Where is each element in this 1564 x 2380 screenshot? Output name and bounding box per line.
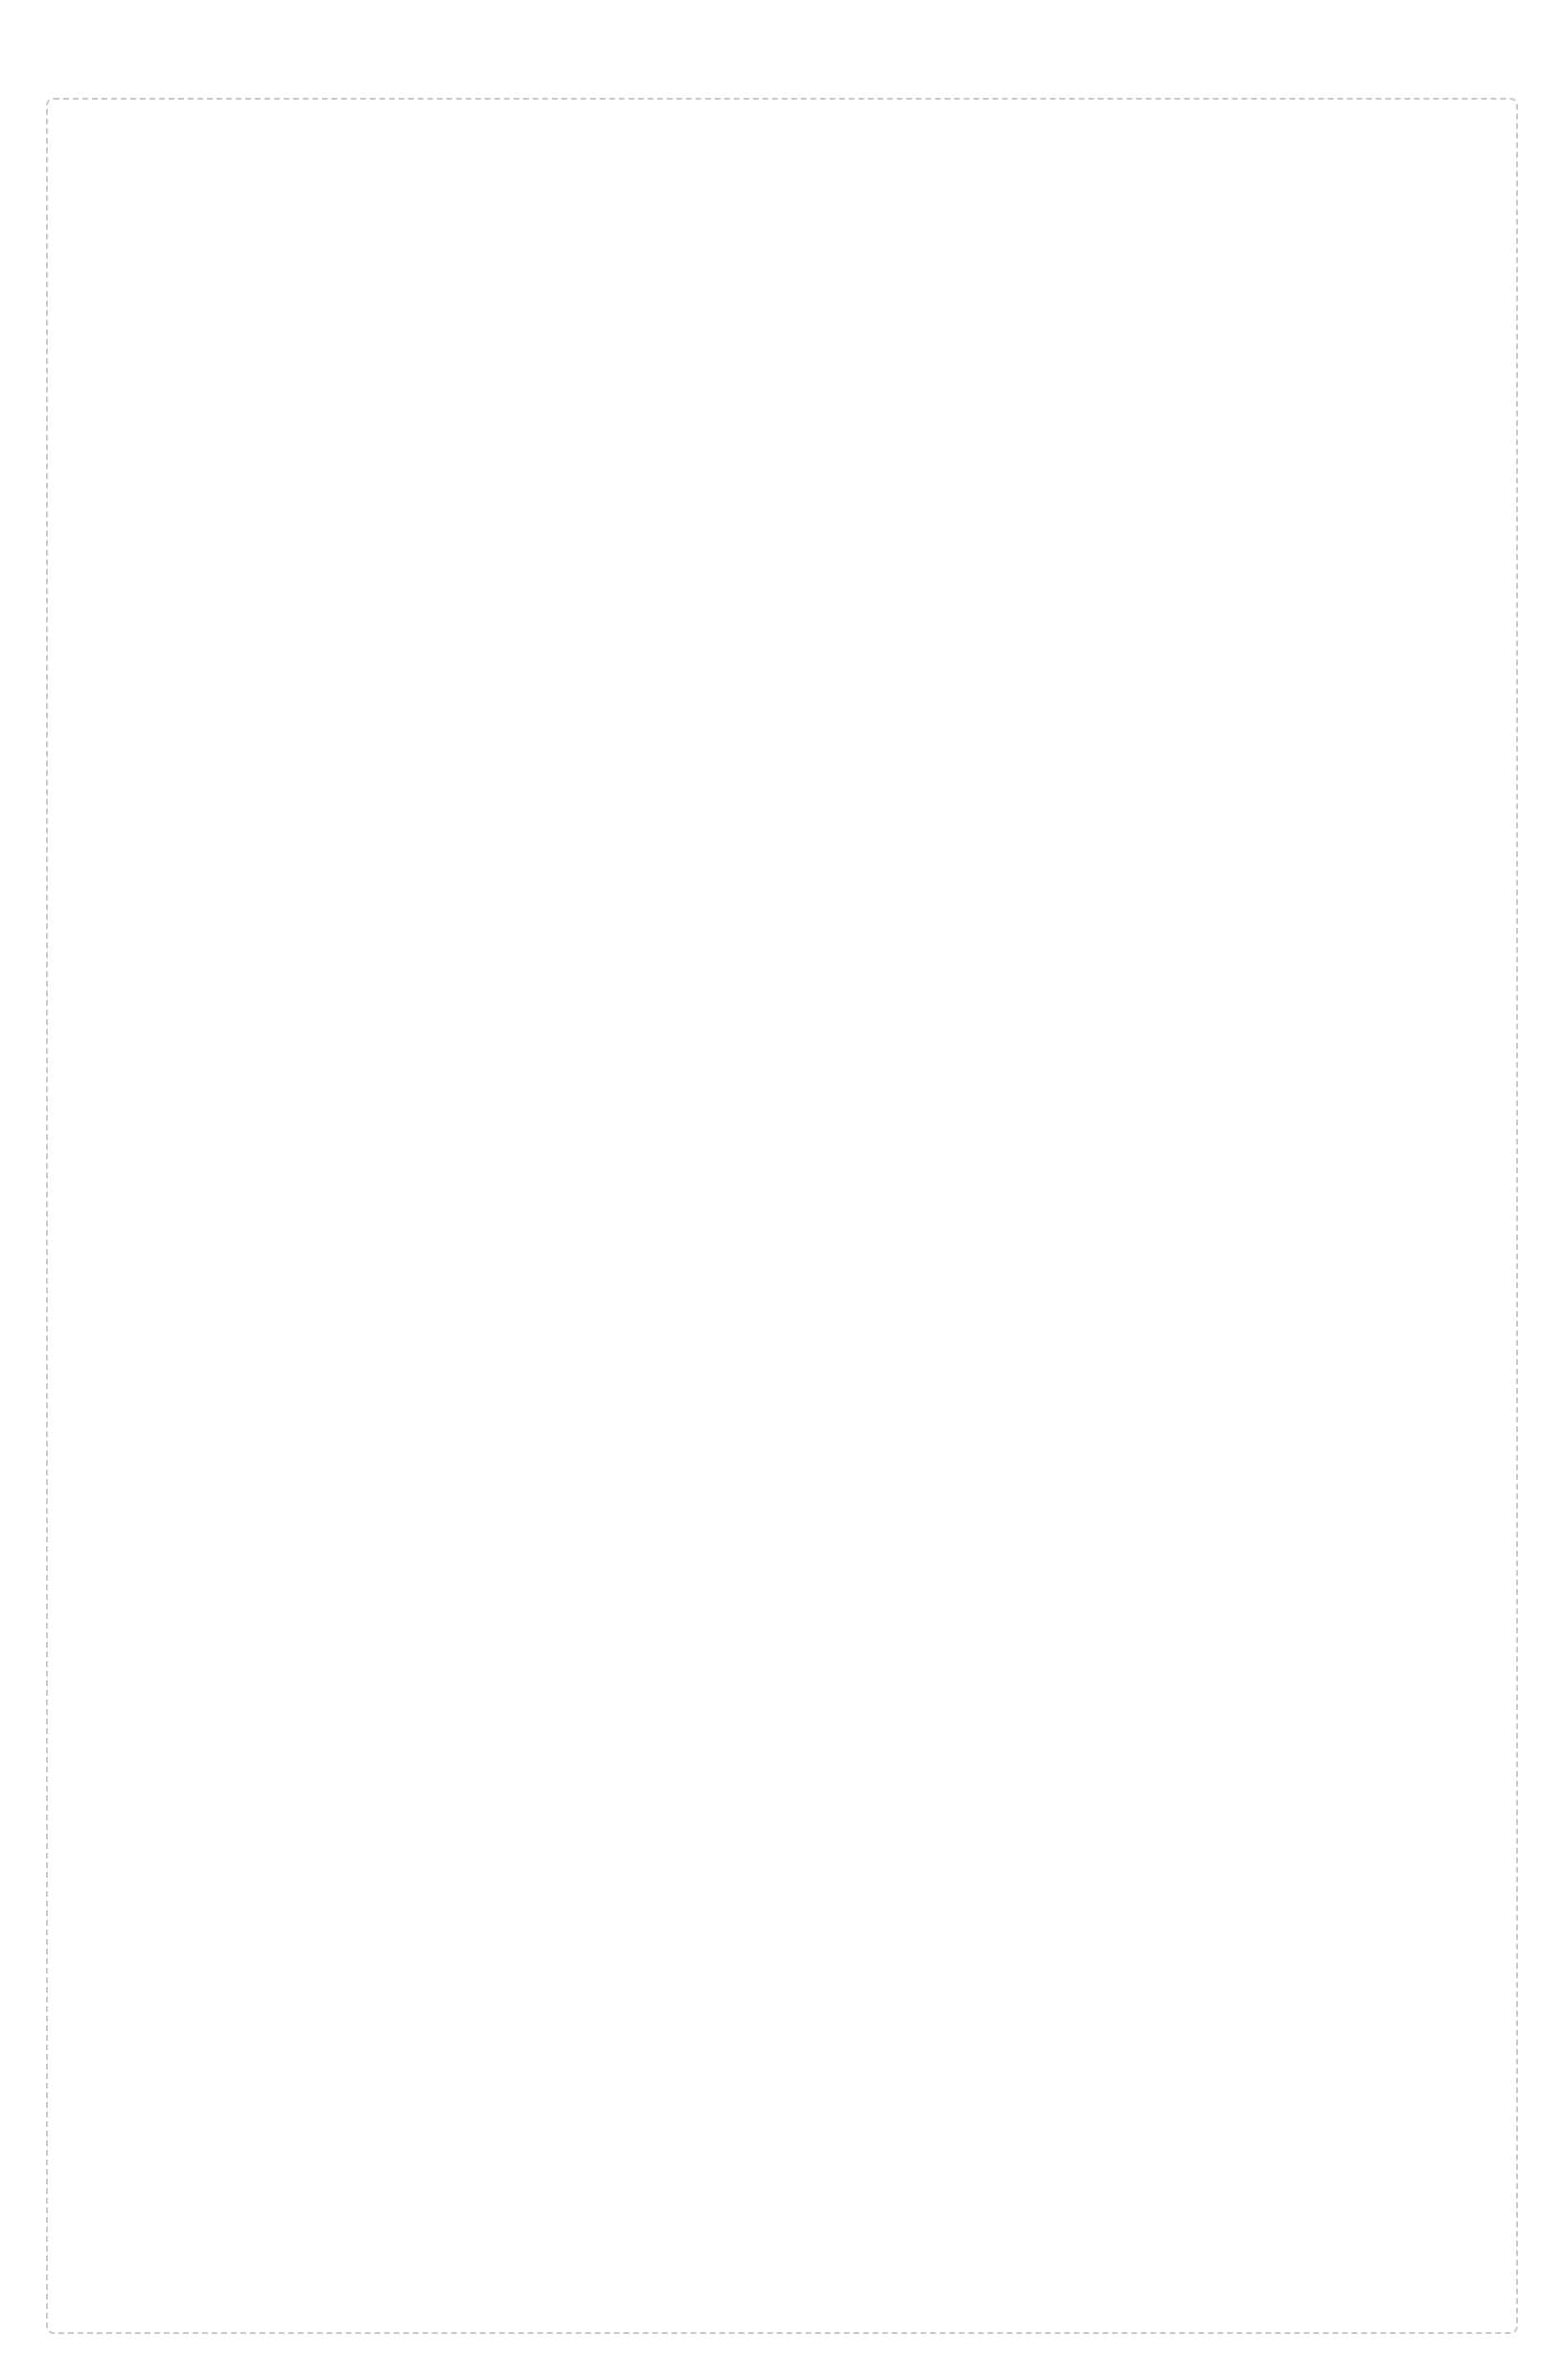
page-title xyxy=(46,46,1518,75)
content-region xyxy=(46,98,1518,2334)
